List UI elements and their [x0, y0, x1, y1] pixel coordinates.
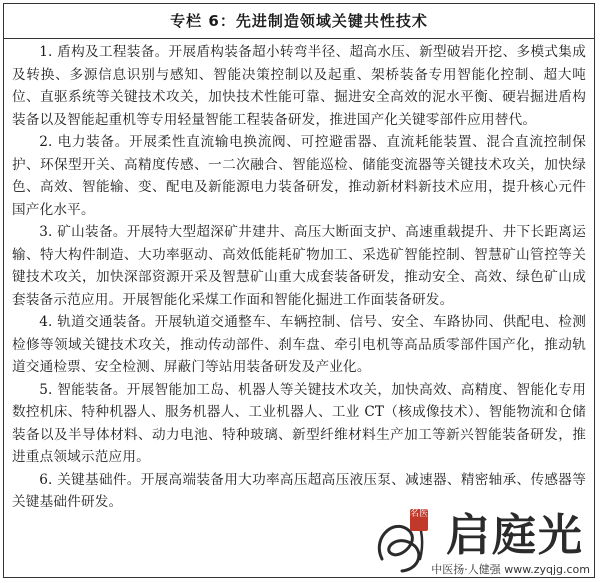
paragraph-mining-equipment: 3. 矿山装备。开展特大型超深矿井建井、高压大断面支护、高速重载提升、井下长距离运输、特大构件制造、大功率驱动、高效低能耗矿物加工、采选矿智能控制、智慧矿山管控等关键技术攻关，加快深部资源开采及智慧矿山重大成套装备研发，推动安全、高效、绿色矿山成套装备示范应用。开展智能化采煤工作面和智能化掘进工作面装备研发。 — [12, 224, 586, 308]
paragraph-rail-transit: 4. 轨道交通装备。开展轨道交通整车、车辆控制、信号、安全、车路协同、供配电、检测检修等领域关键技术攻关，推动传动部件、刹车盘、牵引电机等高品质零部件国产化，推动轨道交通检票、安全检测、屏蔽门等站用装备研发及产业化。 — [12, 314, 586, 375]
paragraph-key-components: 6. 关键基础件。开展高端装备用大功率高压超高压液压泵、减速器、精密轴承、传感器等关键基础件研发。 — [12, 471, 586, 510]
watermark-site: 中医扬·人健强 www.zyqjg.com — [431, 563, 590, 576]
paragraph-power-equipment: 2. 电力装备。开展柔性直流输电换流阀、可控避雷器、直流耗能装置、混合直流控制保护、环保型开关、高精度传感、一二次融合、智能巡检、储能变流器等关键技术攻关，加快绿色、高效、智能输、变、配电及新能源电力装备研发，推动新材料新技术应用，提升核心元件国产化水平。 — [12, 134, 586, 218]
seal-stamp: 名医 — [410, 509, 428, 531]
column-box — [3, 3, 595, 578]
paragraph-intelligent-equipment: 5. 智能装备。开展智能加工岛、机器人等关键技术攻关，加快高效、高精度、智能化专用数控机床、特种机器人、服务机器人、工业机器人、工业 CT（核成像技术）、智能物流和仓储装备以及半导体材料、动力电池、特种玻璃、新型纤维材料生产加工等新兴智能装备研发，推进重点领域示范应用。 — [12, 381, 586, 465]
watermark — [362, 499, 594, 577]
watermark-brand: 启庭光 — [446, 510, 584, 561]
column-title: 专栏 6：先进制造领域关键共性技术 — [4, 4, 594, 39]
column-body — [4, 39, 594, 514]
calligraphy-mark-icon — [362, 499, 442, 577]
paragraph-shield-tunneling: 1. 盾构及工程装备。开展盾构装备超小转弯半径、超高水压、新型破岩开挖、多模式集成及转换、多源信息识别与感知、智能决策控制以及起重、架桥装备专用智能化控制、超大吨位、直驱系统等关键技术攻关，加快技术性能可靠、掘进安全高效的泥水平衡、硬岩掘进盾构装备以及智能起重机等专用轻量智能工程装备研发，推进国产化关键零部件应用替代。 — [12, 44, 586, 128]
